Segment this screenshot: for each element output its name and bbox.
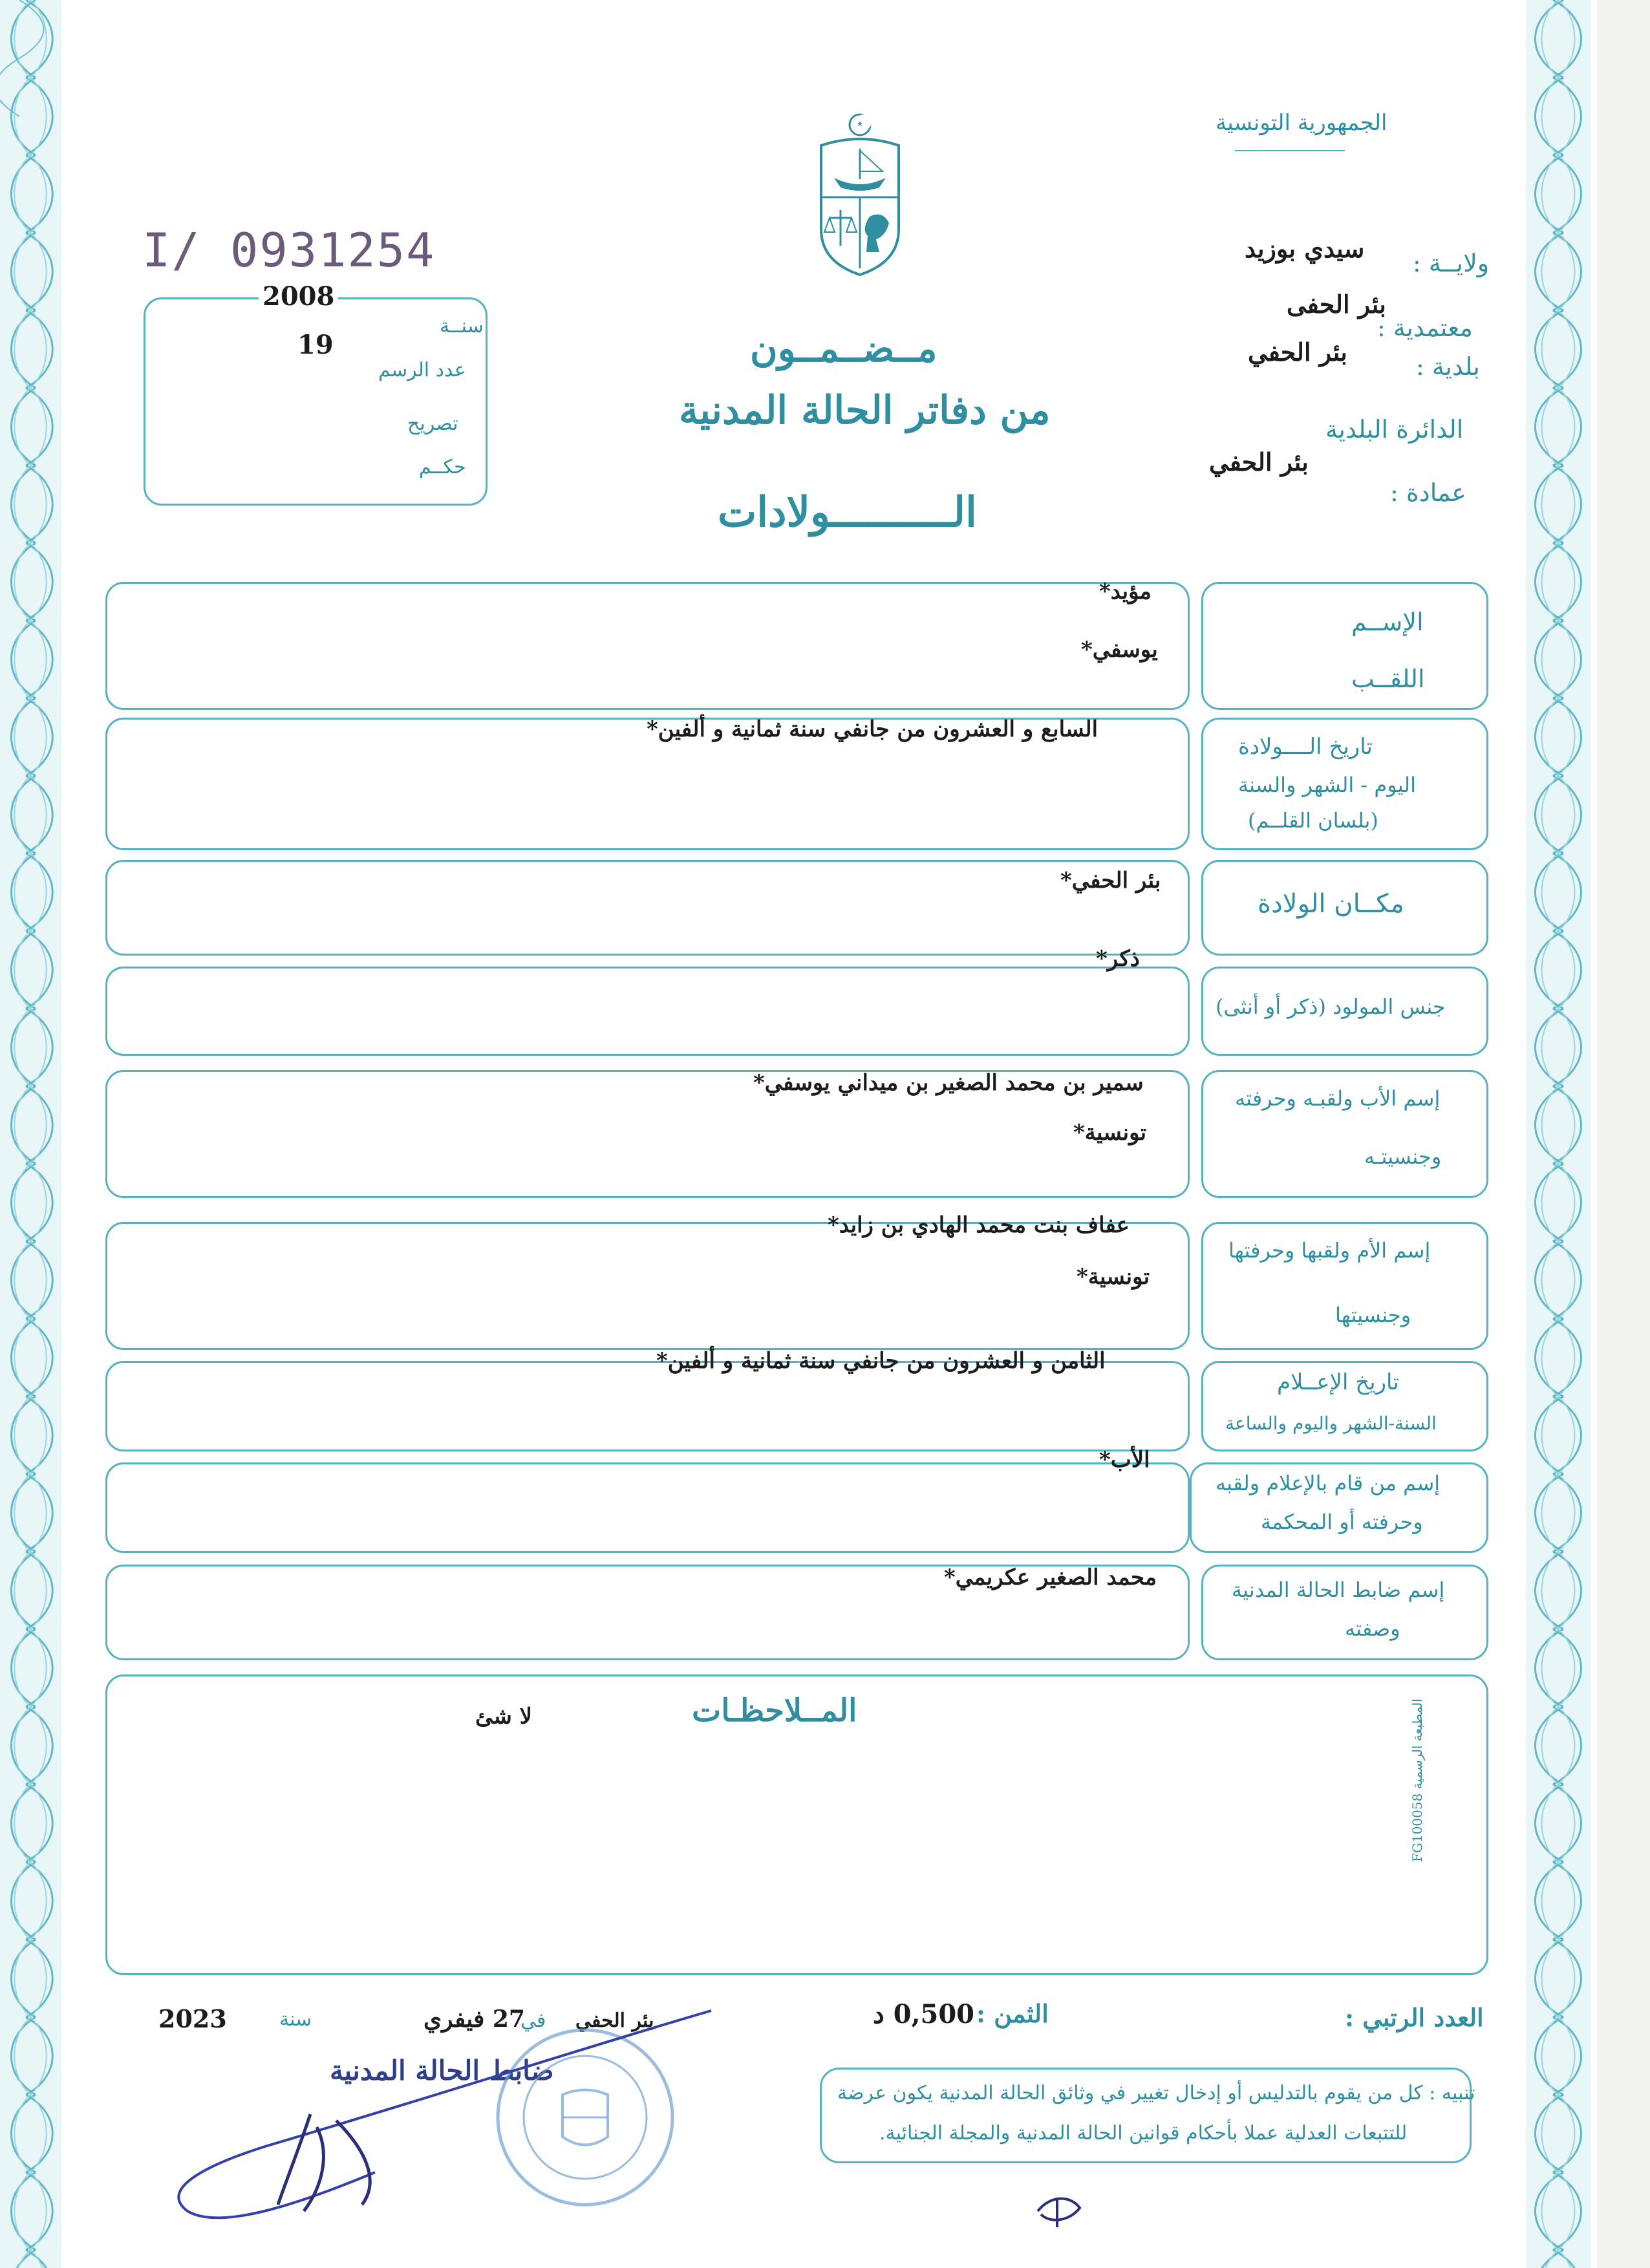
municipal-district-value: بئر الحفي <box>1209 447 1309 476</box>
title-line2: من دفاتر الحالة المدنية <box>679 388 1051 433</box>
declarant-value-box <box>105 1462 1190 1553</box>
officer-label-2: وصفته <box>1345 1616 1400 1641</box>
registry-record-label: عدد الرسم <box>378 359 466 381</box>
registry-year-label: سنــة <box>440 315 484 337</box>
year-value: 2023 <box>158 2004 227 2033</box>
republic-label: الجمهورية التونسية <box>1216 110 1388 136</box>
municipality-value: بئر الحفي <box>1248 337 1347 367</box>
serial-number: I/ 0931254 <box>142 223 436 277</box>
declaration-date-label-2: السنة-الشهر واليوم والساعة <box>1225 1413 1437 1434</box>
sex-value: ذكر* <box>1096 946 1140 972</box>
issued-place: بئر الحفي <box>575 2009 654 2032</box>
father-value: سمير بن محمد الصغير بن ميداني يوسفي* <box>753 1070 1144 1096</box>
first-name-value: مؤيد* <box>1099 579 1152 604</box>
republic-underline <box>1235 150 1345 151</box>
mother-label-2: وجنسيتها <box>1335 1303 1411 1327</box>
warning-line-2: للتتبعات العدلية عملا بأحكام قوانين الحالة المدنية والمجلة الجنائية. <box>879 2122 1408 2145</box>
last-name-value: يوسفي* <box>1081 637 1158 663</box>
sex-value-box <box>105 967 1190 1056</box>
dob-label-1: تاريخ الــــولادة <box>1238 734 1373 760</box>
price-value: 0,500 د <box>873 1999 975 2029</box>
signature <box>168 1998 737 2231</box>
delegation-label: معتمدية : <box>1377 314 1473 342</box>
surname-label: اللقــب <box>1351 665 1425 693</box>
pob-value-box <box>105 860 1190 956</box>
declarant-label-1: إسم من قام بالإعلام ولقبه <box>1216 1471 1441 1495</box>
mother-nationality: تونسية* <box>1077 1264 1150 1290</box>
declarant-label-2: وحرفته أو المحكمة <box>1261 1510 1423 1534</box>
registry-declaration-label: تصريح <box>407 412 458 435</box>
father-label-2: وجنسيتـه <box>1364 1144 1442 1169</box>
name-label-box <box>1201 582 1488 710</box>
officer-label-1: إسم ضابط الحالة المدنية <box>1232 1578 1445 1602</box>
dob-label-2: اليوم - الشهر والسنة <box>1238 773 1417 797</box>
warning-line-1: تنبيه : كل من يقوم بالتدليس أو إدخال تغيير في وثائق الحالة المدنية يكون عرضة <box>837 2082 1475 2104</box>
municipal-district-label: الدائرة البلدية <box>1325 415 1464 444</box>
printer-mark: المطبعة الرسمية FG100058 <box>1409 1698 1425 1862</box>
year-label: سنة <box>279 2008 312 2031</box>
paper-edge <box>1597 0 1650 2268</box>
father-label-1: إسم الأب ولقبـه وحرفته <box>1235 1086 1441 1111</box>
declaration-date-value-box <box>105 1361 1190 1451</box>
price-label: الثمن : <box>976 1999 1049 2028</box>
pen-mark <box>1031 2192 1089 2231</box>
section-title: الــــــــــولادات <box>718 488 977 537</box>
dob-label-3: (بلسان القلــم) <box>1248 808 1378 833</box>
name-value-box <box>105 582 1190 710</box>
remarks-value: لا شئ <box>475 1704 533 1729</box>
sex-label: جنس المولود (ذكر أو أنثى) <box>1216 994 1446 1019</box>
father-nationality: تونسية* <box>1073 1120 1147 1146</box>
name-label: الإســم <box>1351 608 1424 636</box>
dob-value: السابع و العشرون من جانفي سنة ثمانية و ألفين* <box>647 716 1098 742</box>
delegation-value: بئر الحفى <box>1287 290 1386 319</box>
wilaya-label: ولايــة : <box>1413 249 1490 277</box>
guilloche-border-left <box>0 0 61 2268</box>
municipality-label: بلدية : <box>1416 352 1480 381</box>
officer-value: محمد الصغير عكريمي* <box>944 1565 1157 1590</box>
wilaya-value: سيدي بوزيد <box>1245 234 1365 263</box>
mother-value-box <box>105 1222 1190 1350</box>
imada-label: عمادة : <box>1390 478 1466 507</box>
pob-label: مكــان الولادة <box>1258 889 1404 919</box>
registry-record-value: 19 <box>297 330 334 360</box>
remarks-label: المــلاحظـات <box>692 1693 857 1729</box>
pob-value: بئر الحفي* <box>1060 868 1161 893</box>
issued-date: 27 فيفري <box>423 2006 525 2033</box>
mother-value: عفاف بنت محمد الهادي بن زايد* <box>828 1212 1130 1238</box>
serial-label: العدد الرتبي : <box>1345 2003 1484 2032</box>
officer-title: ضابط الحالة المدنية <box>330 2055 554 2086</box>
registry-year-value: 2008 <box>259 281 338 312</box>
registry-judgment-label: حكــم <box>419 456 466 478</box>
declaration-date-label-1: تاريخ الإعــلام <box>1277 1369 1399 1395</box>
issued-in: في <box>520 2009 546 2032</box>
mother-label-1: إسم الأم ولقبها وحرفتها <box>1228 1238 1431 1263</box>
coat-of-arms-icon <box>805 107 915 281</box>
declarant-value: الأب* <box>1099 1447 1150 1473</box>
title-line1: مــضــمــون <box>750 326 938 370</box>
declaration-date-value: الثامن و العشرون من جانفي سنة ثمانية و ألفين* <box>656 1348 1106 1374</box>
guilloche-border-right <box>1526 0 1591 2268</box>
